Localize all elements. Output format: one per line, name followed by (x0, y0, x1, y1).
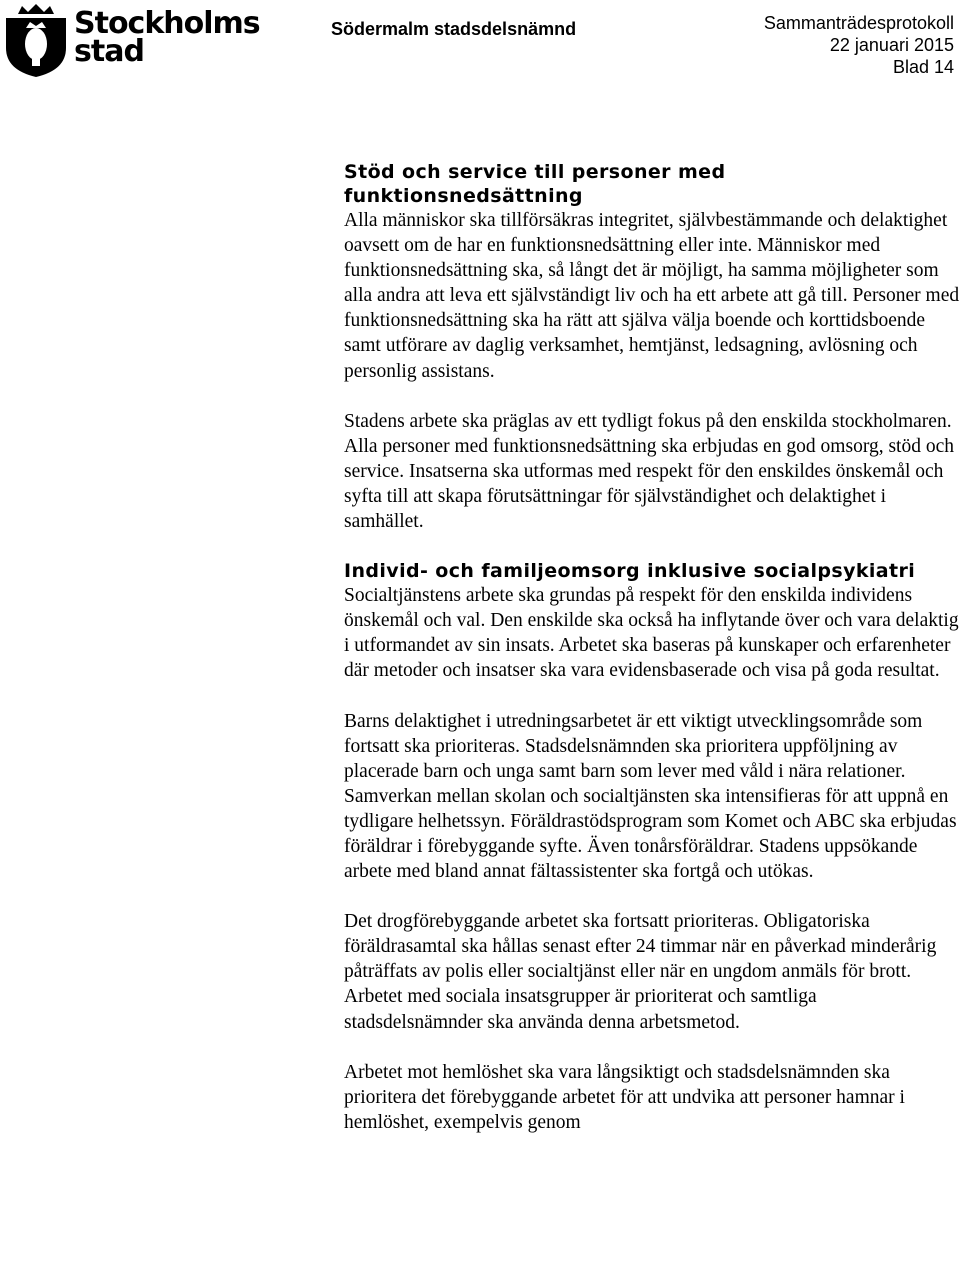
paragraph: Stadens arbete ska präglas av ett tydligt fokus på den enskilda stockholmaren. Alla personer med funktionsnedsättning ska erbjudas en god omsorg, stöd och service. Insatserna ska utformas med respekt för den enskildes önskemål och syfta till att skapa förutsättningar för självständighet och delaktighet i samhället. (344, 410, 954, 533)
document-date: 22 januari 2015 (829, 35, 954, 55)
logo-text-stockholms: Stockholms (74, 6, 260, 41)
section-heading: Individ- och familjeomsorg inklusive socialpsykiatri (344, 560, 916, 583)
paragraph: Arbetet mot hemlöshet ska vara långsiktigt och stadsdelsnämnden ska prioritera det förebyggande arbetet för att undvika att personer hamnar i hemlöshet, exempelvis genom (344, 1061, 905, 1133)
section-heading: Stöd och service till personer med funktionsnedsättning (344, 161, 726, 207)
paragraph: Det drogförebyggande arbetet ska fortsatt prioriteras. Obligatoriska föräldrasamtal ska hållas senast efter 24 timmar när en påverkad minderårig påträffats av polis eller socialtjänst eller när en ungdom anmäls för brott. Arbetet med sociala insatsgrupper är prioriterat och samtliga stadsdelsnämnder ska använda denna arbetsmetod. (344, 911, 937, 1033)
paragraph: Alla människor ska tillförsäkras integritet, självbestämmande och delaktighet oavsett om de har en funktionsnedsättning eller inte. Människor med funktionsnedsättning ska, så långt det är möjligt, ha samma möjligheter som alla andra att leva ett självständigt liv och ha ett arbete att gå till. Personer med funktionsnedsättning ska ha rätt att själva välja boende och korttidsboende samt utförare av daglig verksamhet, hemtjänst, ledsagning, avlösning och personlig assistans. (344, 210, 960, 382)
organization-name: Södermalm stadsdelsnämnd (331, 19, 577, 39)
paragraph: Socialtjänstens arbete ska grundas på respekt för den enskilda individens önskemål och val. Den enskilde ska också ha inflytande över och vara delaktig i utformandet av sin insats. Arbetet ska baseras på kunskaper och erfarenheter där metoder och insatser ska vara evidensbaserade och visa på goda resultat. (344, 585, 959, 682)
stockholms-stad-logo (4, 4, 260, 78)
document-type: Sammanträdesprotokoll (763, 13, 954, 33)
logo-text-stad: stad (74, 34, 144, 69)
page-number: Blad 14 (892, 57, 954, 77)
paragraph: Barns delaktighet i utredningsarbetet är ett viktigt utvecklingsområde som fortsatt ska prioriteras. Stadsdelsnämnden ska prioritera uppföljning av placerade barn och unga samt barn som lever med våld i nära relationer. Samverkan mellan skolan och socialtjänsten ska intensifieras för att uppnå en tydligare helhetssyn. Föräldrastödsprogram som Komet och ABC ska erbjudas föräldrar i förebyggande syfte. Även tonårsföräldrar. Stadens uppsökande arbete med bland annat fältassistenter ska fortgå och utökas. (344, 710, 957, 883)
crown-shield-icon (4, 4, 68, 78)
document-body (344, 160, 960, 1135)
document-meta (764, 12, 954, 78)
